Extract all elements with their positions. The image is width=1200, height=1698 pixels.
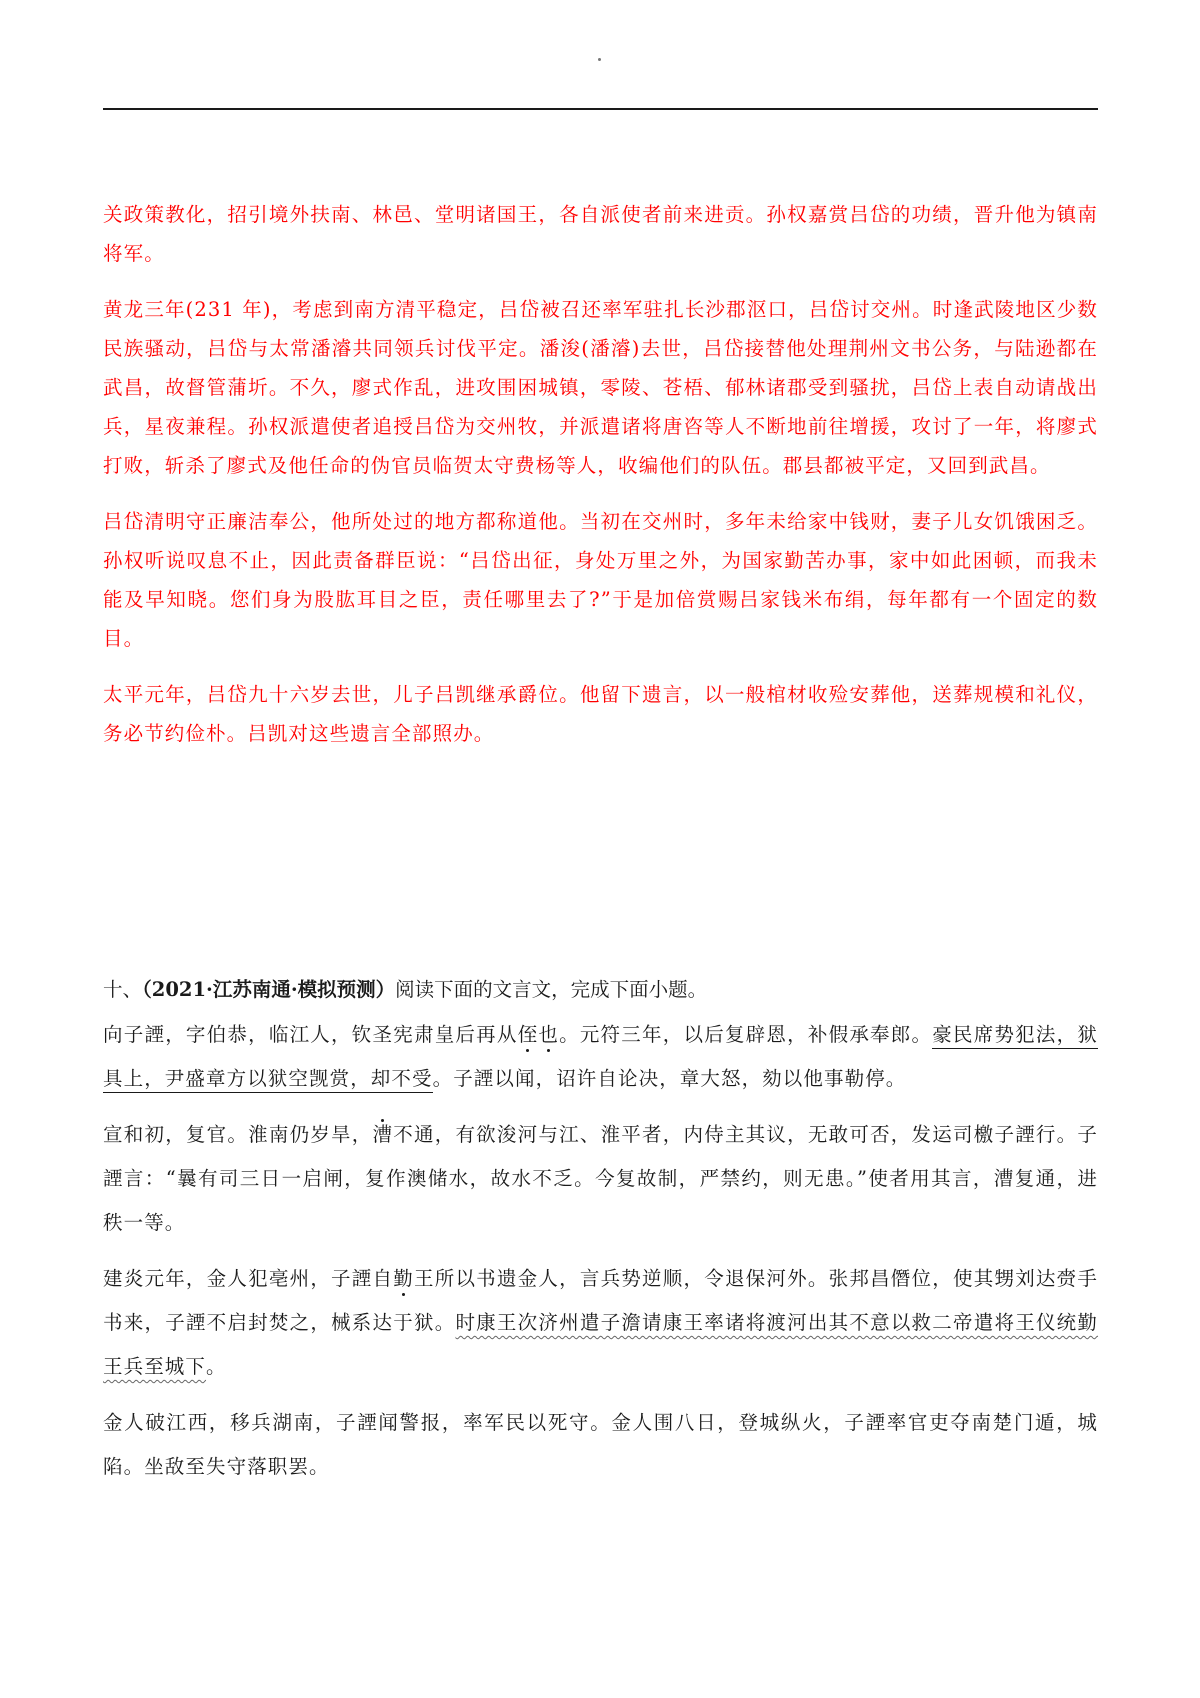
page-dot — [598, 58, 601, 61]
passage-text: 不通，有欲浚河与江、淮平者，内侍主其议，无敢可否，发运司檄子諲行。子諲言：“曩有司三日一启闸，复作澳储水，故水不乏。今复故制，严禁约，则无患。”使者用其言，漕复通，进秩一等。 — [103, 1123, 1098, 1234]
dotted-character: 侄 — [517, 1023, 539, 1046]
passage-paragraph-3 — [103, 1257, 1098, 1389]
translation-paragraph-4: 太平元年，吕岱九十六岁去世，儿子吕凯继承爵位。他留下遗言，以一般棺材收殓安葬他，送葬规模和礼仪，务必节约俭朴。吕凯对这些遗言全部照办。 — [103, 683, 1098, 745]
wavy-underlined-sentence: 时康王次济州遣子澹请康王率诸将渡河出其不意以救二帝遣将王仪统勤王兵至城下 — [103, 1311, 1099, 1378]
passage-paragraph-4: 金人破江西，移兵湖南，子諲闻警报，率军民以死守。金人围八日，登城纵火，子諲率官吏夺南楚门遁，城陷。坐敌至失守落职罢。 — [103, 1411, 1098, 1478]
passage-paragraph-2 — [103, 1113, 1098, 1245]
dotted-character: 也 — [538, 1023, 560, 1046]
passage-text: 。 — [206, 1355, 227, 1378]
underlined-sentence: 豪民席势犯法，狱具上，尹盛章方以狱空觊赏，却不受 — [103, 1023, 1098, 1093]
passage-text: 。元符三年，以后复辟恩，补假承奉郎。 — [559, 1023, 933, 1046]
passage-text: 王所以书遗金人，言兵势逆顺，令退保河外。张邦昌僭位，使其甥刘达赍手书来，子諲不启封焚之，械系达于狱。 — [103, 1267, 1098, 1334]
passage-text: 。子諲以闻，诏许自论决，章大怒，劾以他事勒停。 — [432, 1067, 907, 1090]
question-instruction: 阅读下面的文言文，完成下面小题。 — [395, 978, 708, 1001]
question-number: 十、 — [103, 978, 143, 1001]
header-rule — [103, 108, 1098, 110]
passage-text: 向子諲，字伯恭，临江人，钦圣宪肃皇后再从 — [103, 1023, 518, 1046]
translation-paragraph-1: 关政策教化，招引境外扶南、林邑、堂明诸国王，各自派使者前来进贡。孙权嘉赏吕岱的功绩，晋升他为镇南将军。 — [103, 203, 1098, 265]
passage-paragraph-1 — [103, 1013, 1098, 1101]
translation-paragraph-2: 黄龙三年(231 年)，考虑到南方清平稳定，吕岱被召还率军驻扎长沙郡沤口，吕岱讨交州。时逢武陵地区少数民族骚动，吕岱与太常潘濬共同领兵讨伐平定。潘浚(潘濬)去世，吕岱接替他处理荆州文书公务，与陆逊都在武昌，故督管蒲圻。不久，廖式作乱，进攻围困城镇，零陵、苍梧、郁林诸郡受到骚扰，吕岱上表自动请战出兵，星夜兼程。孙权派遣使者追授吕岱为交州牧，并派遣诸将唐咨等人不断地前往增援，攻讨了一年，将廖式打败，斩杀了廖式及他任命的伪官员临贺太守费杨等人，收编他们的队伍。郡县都被平定，又回到武昌。 — [103, 298, 1098, 477]
question-section — [103, 975, 1098, 1501]
question-heading — [103, 975, 1098, 1005]
passage-text: 建炎元年，金人犯亳州，子諲自 — [103, 1267, 394, 1290]
question-source: （2021·江苏南通·模拟预测） — [142, 978, 396, 1001]
dotted-character: 勤 — [393, 1267, 414, 1290]
translation-section — [103, 195, 1098, 770]
passage-text: 宣和初，复官。淮南仍岁旱， — [103, 1123, 373, 1146]
translation-paragraph-3: 吕岱清明守正廉洁奉公，他所处过的地方都称道他。当初在交州时，多年未给家中钱财，妻子儿女饥饿困乏。孙权听说叹息不止，因此责备群臣说：“吕岱出征，身处万里之外，为国家勤苦办事，家中如此困顿，而我未能及早知晓。您们身为股肱耳目之臣，责任哪里去了?”于是加倍赏赐吕家钱米布绢，每年都有一个固定的数目。 — [103, 510, 1098, 650]
marked-character: 漕 — [372, 1123, 394, 1146]
